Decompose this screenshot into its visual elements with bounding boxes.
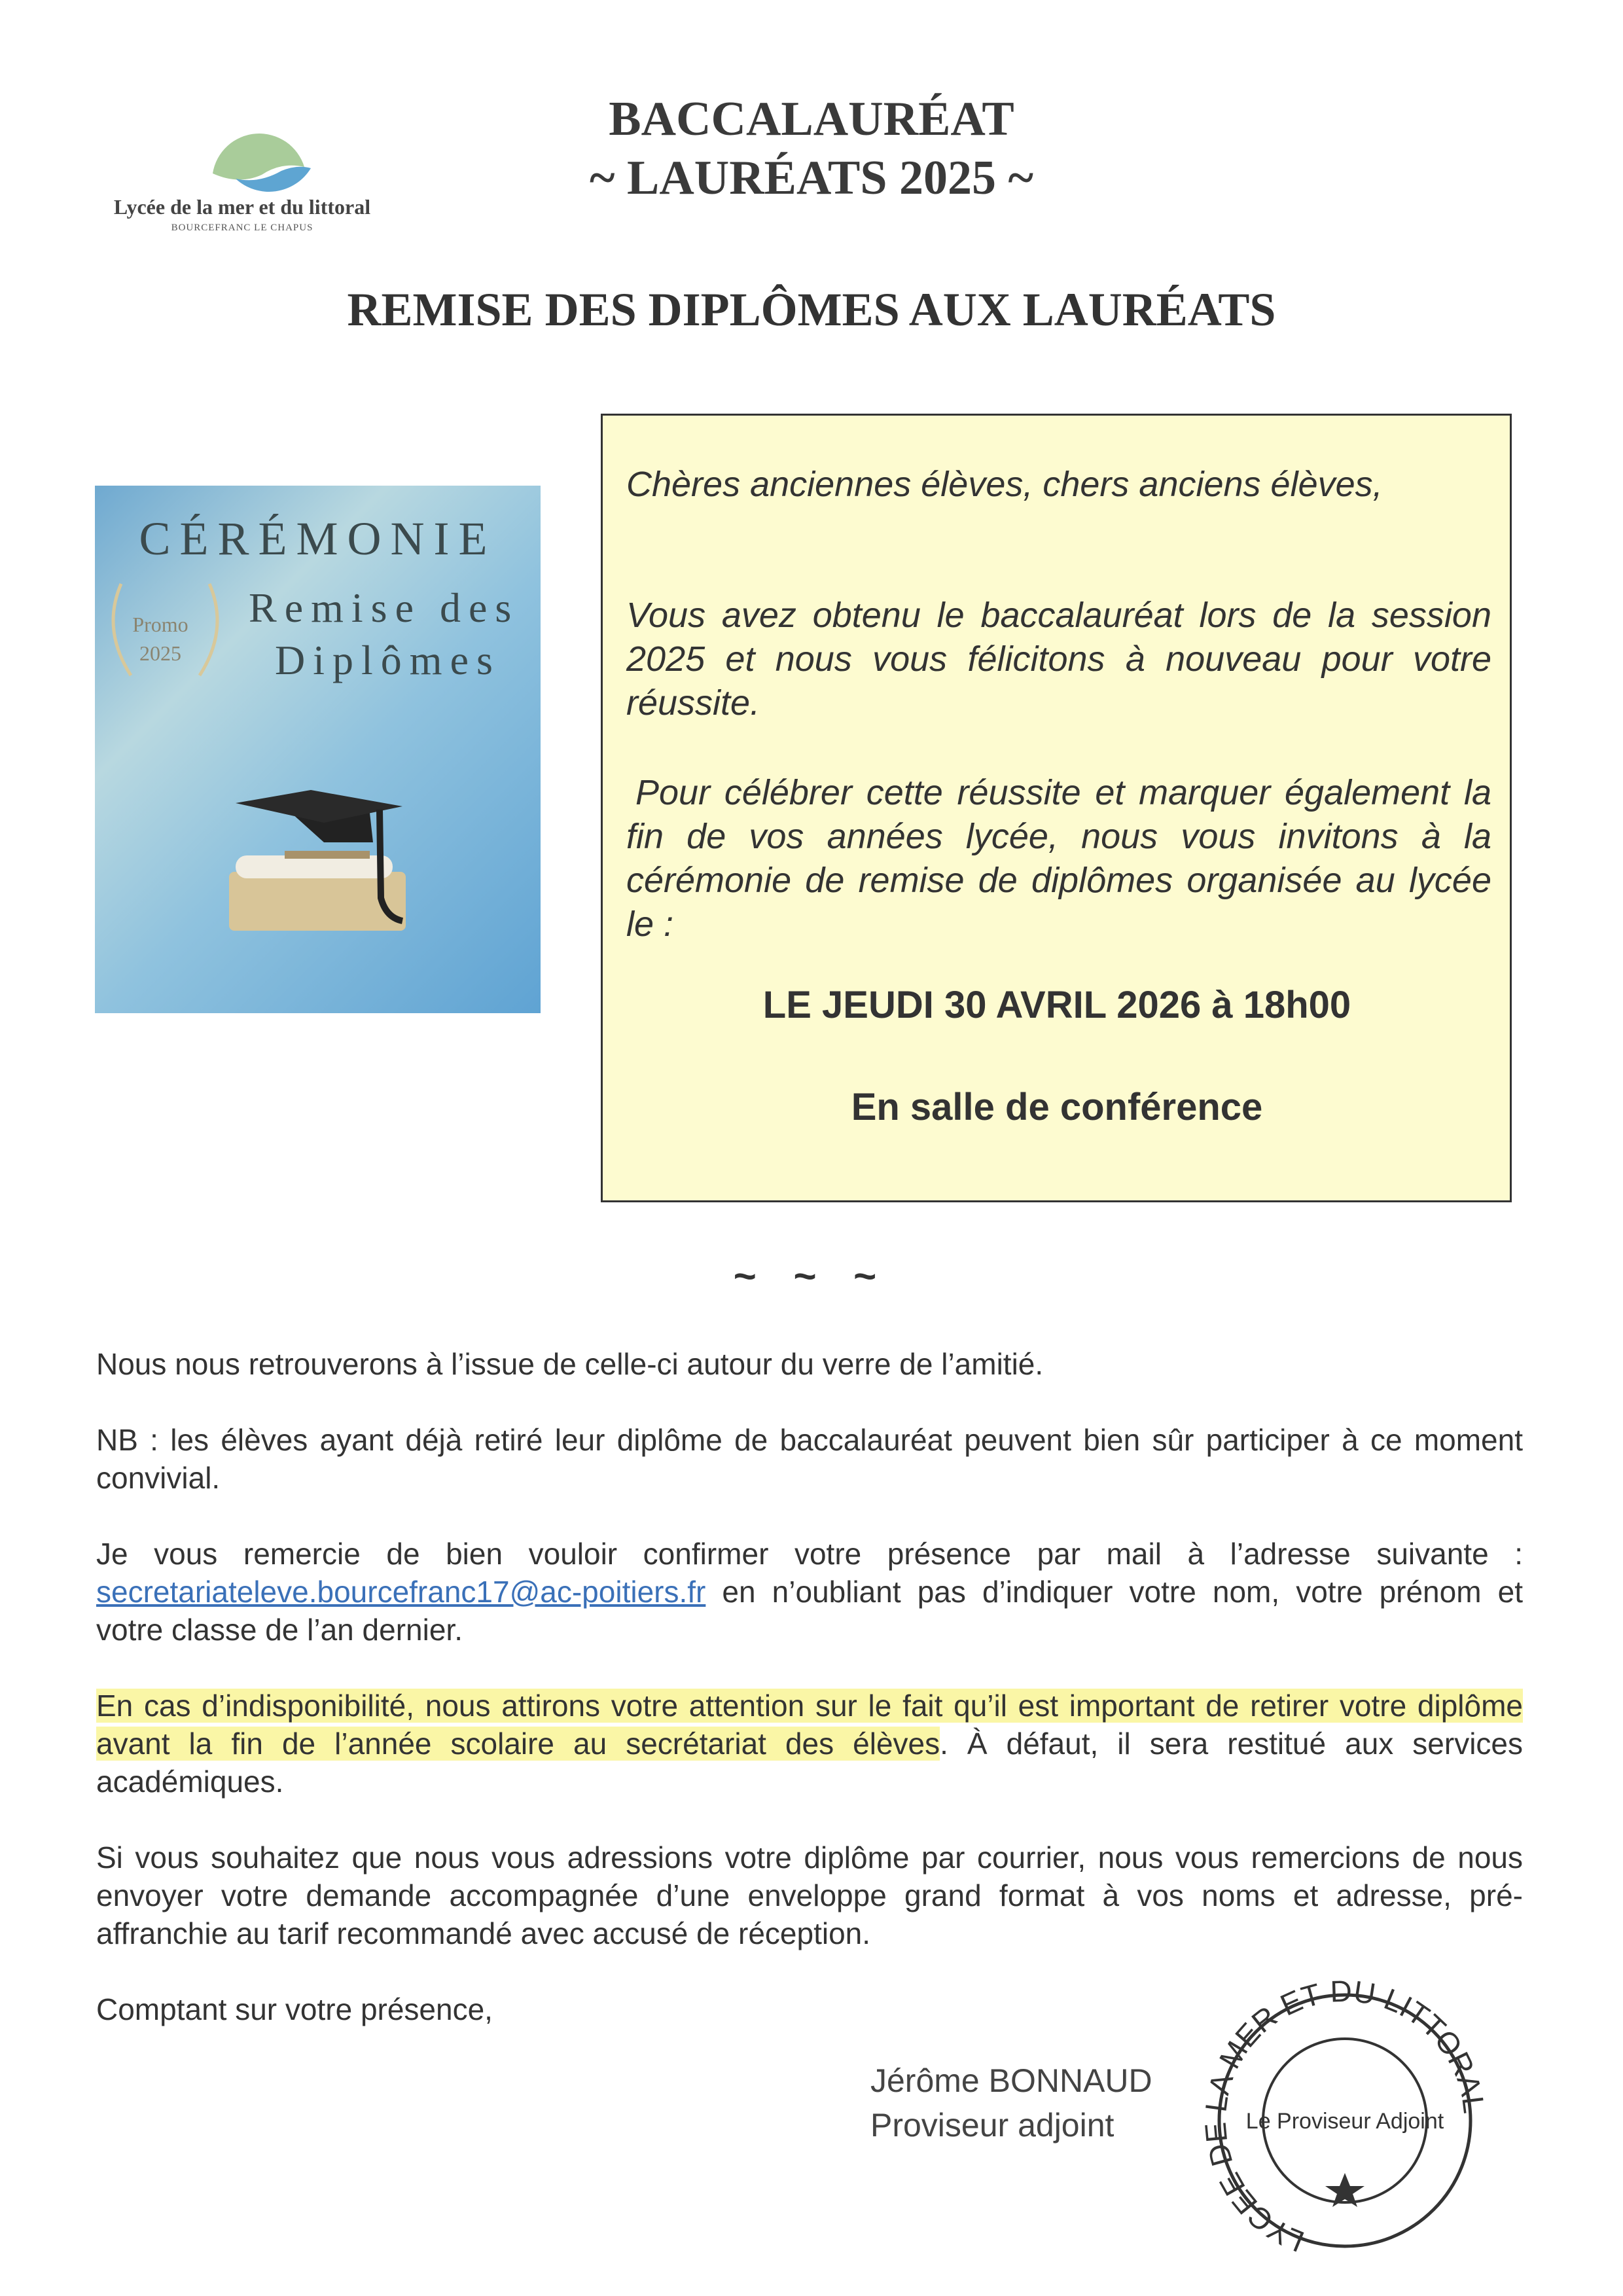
confirm-text: Je vous remercie de bien vouloir confirmer votre présence par mail à l’adresse suivante : [96,1537,1523,1571]
invitation-box [601,414,1512,1202]
invitation-greeting: Chères anciennes élèves, chers anciens élèves, [626,465,1383,504]
closing: Comptant sur votre présence, [96,1992,493,2026]
signatory-role: Proviseur adjoint [870,2107,1115,2144]
signatory-name: Jérôme BONNAUD [870,2062,1152,2099]
official-stamp-icon [1171,1957,1499,2271]
poster-line-3: Diplômes [275,637,501,683]
invitation-paragraph-2: Pour célébrer cette réussite et marquer également la fin de vos années lycée, nous vous invitons à la cérémonie de remise de diplômes organisée au lycée le : [626,773,1491,944]
ceremony-poster [95,486,541,1013]
confirm-text-end: en n’oubliant pas d’indiquer votre nom, votre prénom et votre classe de l’an dernier. [96,1575,1523,1647]
separator: ~ ~ ~ [733,1254,890,1298]
document-subtitle: REMISE DES DIPLÔMES AUX LAURÉATS [347,283,1276,336]
paragraph-confirm [96,1535,1523,1649]
notice-end: . À défaut, il sera restitué aux services académiques. [96,1727,1523,1799]
stamp-ring-text: LYCEE DE LA MER ET DU LITTORAL [1198,1973,1491,2259]
invitation-paragraph-1: Vous avez obtenu le baccalauréat lors de la session 2025 et nous vous félicitons à nouveau pour votre réussite. [626,596,1491,723]
promo-badge [121,610,200,668]
document-title: BACCALAURÉAT [609,92,1014,146]
school-city: BOURCEFRANC LE CHAPUS [171,223,313,233]
poster-line-2: Remise des [249,584,520,631]
document-title-year: ~ LAURÉATS 2025 ~ [590,151,1033,205]
paragraph-mail: Si vous souhaitez que nous vous adressions votre diplôme par courrier, nous vous remercions de nous envoyer votre demande accompagnée d’une enveloppe grand format à vos noms et adresse, pré-affranchie au tarif recommandé avec accusé de réception. [96,1840,1523,1950]
promo-label: Promo [132,613,188,636]
event-date: LE JEUDI 30 AVRIL 2026 à 18h00 [762,984,1351,1026]
highlighted-notice: En cas d’indisponibilité, nous attirons votre attention sur le fait qu’il est important de retirer votre diplôme avant la fin de l’année scolaire au secrétariat des élèves [96,1689,1523,1761]
promo-year: 2025 [139,641,181,665]
paragraph-nb: NB : les élèves ayant déjà retiré leur diplôme de baccalauréat peuvent bien sûr participer à ce moment convivial. [96,1423,1523,1495]
email-link[interactable]: secretariateleve.bourcefranc17@ac-poitiers.fr [96,1575,706,1609]
poster-title: CÉRÉMONIE [139,512,497,565]
school-name: Lycée de la mer et du littoral [113,195,371,219]
paragraph-unavailability [96,1687,1523,1801]
paragraph-reception: Nous nous retrouverons à l’issue de celle-ci autour du verre de l’amitié. [96,1347,1044,1381]
event-location: En salle de conférence [851,1086,1263,1128]
stamp-center-text: Le Proviseur Adjoint [1245,2109,1444,2134]
